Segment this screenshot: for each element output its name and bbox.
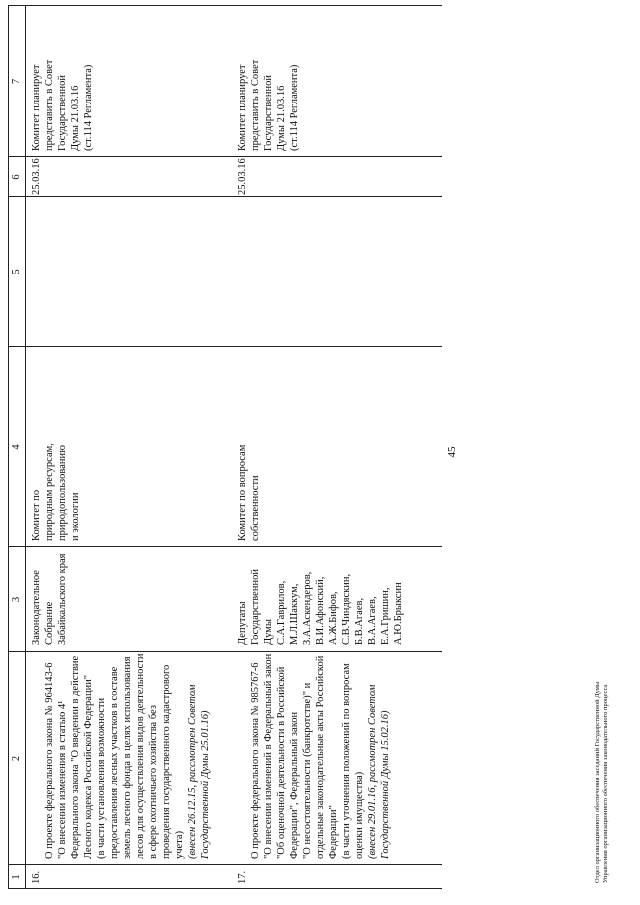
bill-initiator: Депутаты Государственной Думы С.А.Гаврилов, М.Л.Шаккум, З.А.Аскендеров, В.И.Афонский, А.Ж.Бифов, С.В.Чиндяскин, Б.В.Агаев, В.А.Агаев, Е.А.Гришин, А.Ю.Брыксин <box>237 569 404 645</box>
footer-department <box>594 682 610 883</box>
responsible-committee: Комитет по вопросам собственности <box>237 444 261 541</box>
bill-title: О проекте федерального закона № 964143-6 "О внесении изменения в статью 4¹ Федерального закона "О введении в действие Лесного кодекса Российской Федерации" (в части установления возможности предоставления лесных участков в составе земель лесного фонда в целях использования лесов для осуществления видов деятельности в сфере охотничьего хозяйства без проведения государственного кадастрового учета) <box>44 653 185 859</box>
bills-table <box>8 5 442 889</box>
bill-initiator: Законодательное Собрание Забайкальского края <box>31 553 68 645</box>
column-rule <box>8 864 442 865</box>
page-number: 45 <box>446 446 458 458</box>
column-rule <box>8 346 442 347</box>
bill-submission-note: (внесен 29.01.16, рассмотрен Советом Государственной Думы 15.02.16) <box>367 684 391 859</box>
responsible-committee: Комитет по природным ресурсам, природопользованию и экологии <box>31 443 81 541</box>
header-col-6: 6 <box>11 174 22 180</box>
column-rule <box>8 196 442 197</box>
row-number: 17. <box>237 870 248 884</box>
bill-description <box>236 649 392 859</box>
row-number: 16. <box>31 870 42 884</box>
header-col-4: 4 <box>11 444 22 450</box>
bill-description <box>30 649 212 859</box>
table-border-left <box>8 888 442 889</box>
header-col-2: 2 <box>11 755 22 762</box>
header-col-7: 7 <box>11 78 22 85</box>
header-rule <box>25 5 26 889</box>
footer-line: Управления организационного обеспечения законодательного процесса <box>602 684 609 883</box>
deadline-date: 25.03.16 <box>237 158 248 195</box>
header-col-5: 5 <box>11 269 22 275</box>
committee-plan: Комитет планирует представить в Совет Государственной Думы 21.03.16 (ст.114 Регламента) <box>237 59 300 151</box>
bill-submission-note: (внесен 26.12.15, рассмотрен Советом Государственной Думы 25.01.16) <box>187 684 211 859</box>
committee-plan: Комитет планирует представить в Совет Государственной Думы 21.03.16 (ст.114 Регламента) <box>31 59 94 151</box>
header-col-3: 3 <box>11 596 22 603</box>
bill-title: О проекте федерального закона № 985767-6 "О внесении изменений в Федеральный закон "Об оценочной деятельности в Российской Федерации", Федеральный закон "О несостоятельности (банкротстве)" и отдельные законодательные акты Российской Федерации" (в части уточнения положений по вопросам оценки имущества) <box>250 653 365 859</box>
column-rule <box>8 156 442 157</box>
deadline-date: 25.03.16 <box>31 158 42 195</box>
footer-line: Отдел организационного обеспечения заседаний Государственной Думы <box>594 681 601 883</box>
header-col-1: 1 <box>11 874 22 880</box>
